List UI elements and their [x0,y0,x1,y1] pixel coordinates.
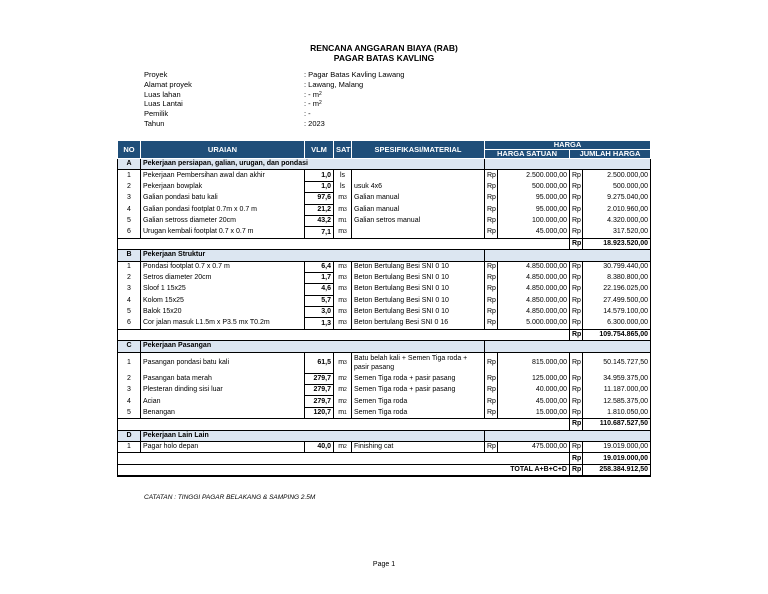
row-specification: Finishing cat [352,441,485,452]
currency-label: Rp [570,318,583,329]
row-number: 1 [118,261,141,272]
unit-superscript: 2 [344,444,347,451]
row-total-price: 27.499.500,00 [583,295,651,306]
row-unit-price: 2.500.000,00 [498,170,570,181]
row-volume: 6,4 [305,261,334,272]
section-total-row [118,238,651,249]
unit-superscript: 3 [344,286,347,293]
section-title: Pekerjaan Lain Lain [141,430,485,441]
currency-label: Rp [485,227,498,238]
row-number: 1 [118,352,141,373]
table-row [118,396,651,407]
row-specification: Batu belah kali + Semen Tiga roda + pasir pasang [352,352,485,373]
section-total-row [118,453,651,464]
row-total-price: 6.300.000,00 [583,318,651,329]
currency-label: Rp [570,295,583,306]
currency-label: Rp [570,441,583,452]
row-number: 5 [118,407,141,418]
row-unit-price: 500.000,00 [498,181,570,192]
unit-text: ls [339,182,346,190]
table-row [118,385,651,396]
row-volume: 21,2 [305,204,334,215]
row-unit [334,170,352,181]
table-row [118,407,651,418]
row-specification: Beton Bertulang Besi SNI 0 10 [352,284,485,295]
section-total-row [118,329,651,340]
row-specification: Beton Bertulang Besi SNI 0 10 [352,295,485,306]
row-description: Galian pondasi footplat 0.7m x 0.7 m [141,204,305,215]
info-row [144,109,404,119]
currency-label: Rp [570,329,583,340]
currency-label: Rp [485,396,498,407]
row-specification: Semen Tiga roda [352,407,485,418]
unit-text: m [338,296,345,304]
info-label: Luas Lantai [144,99,183,109]
currency-label: Rp [485,307,498,318]
unit-superscript: 2 [344,398,347,405]
section-header-row [118,250,651,261]
row-volume: 1,0 [305,170,334,181]
unit-text: m [338,262,345,270]
rab-table-body [118,159,651,477]
table-row [118,307,651,318]
row-unit [334,215,352,226]
unit-superscript: 3 [344,309,347,316]
info-label: Pemilik [144,109,169,119]
table-row [118,227,651,238]
currency-label: Rp [570,396,583,407]
row-specification [352,170,485,181]
row-volume: 120,7 [305,407,334,418]
row-unit [334,373,352,384]
info-value: : Pagar Batas Kavling Lawang [304,70,405,79]
row-unit [334,272,352,283]
currency-label: Rp [485,272,498,283]
row-number: 5 [118,215,141,226]
header-uraian: URAIAN [141,141,305,159]
row-unit [334,284,352,295]
unit-superscript: 2 [344,387,347,394]
currency-label: Rp [485,385,498,396]
row-unit-price: 45.000,00 [498,396,570,407]
table-row [118,284,651,295]
info-row [144,70,404,80]
row-volume: 279,7 [305,396,334,407]
unit-superscript: 2 [344,375,347,382]
currency-label: Rp [570,352,583,373]
currency-label: Rp [570,373,583,384]
currency-label: Rp [570,419,583,430]
unit-text: m [338,397,345,405]
row-unit-price: 475.000,00 [498,441,570,452]
section-code: C [118,341,141,352]
row-number: 3 [118,385,141,396]
row-description: Pekerjaan bowplak [141,181,305,192]
row-volume: 40,0 [305,441,334,452]
row-description: Benangan [141,407,305,418]
row-description: Pasangan bata merah [141,373,305,384]
row-unit-price: 125.000,00 [498,373,570,384]
row-total-price: 22.196.025,00 [583,284,651,295]
info-value: : 2023 [304,118,325,128]
header-harga-satuan: HARGA SATUAN [485,150,570,159]
row-volume: 279,7 [305,385,334,396]
row-unit [334,385,352,396]
section-total: 19.019.000,00 [583,453,651,464]
section-code: A [118,159,141,170]
row-specification: Galian setros manual [352,215,485,226]
info-value: : - m [304,99,319,109]
row-total-price: 9.275.040,00 [583,193,651,204]
row-specification: Semen Tiga roda + pasir pasang [352,385,485,396]
row-unit-price: 95.000,00 [498,204,570,215]
unit-superscript: 3 [344,275,347,282]
currency-label: Rp [485,407,498,418]
row-number: 2 [118,373,141,384]
header-no: NO [118,141,141,159]
table-row [118,373,651,384]
currency-label: Rp [485,352,498,373]
row-number: 4 [118,204,141,215]
row-specification: Semen Tiga roda [352,396,485,407]
row-unit-price: 45.000,00 [498,227,570,238]
row-unit [334,441,352,452]
row-total-price: 14.579.100,00 [583,307,651,318]
section-title: Pekerjaan persiapan, galian, urugan, dan pondasi [141,159,485,170]
currency-label: Rp [570,215,583,226]
currency-label: Rp [485,204,498,215]
unit-text: m [338,285,345,293]
row-description: Pasangan pondasi batu kali [141,352,305,373]
section-header-row [118,430,651,441]
row-number: 5 [118,307,141,318]
row-volume: 1,0 [305,181,334,192]
header-jumlah-harga: JUMLAH HARGA [570,150,651,159]
row-specification: Beton Bertulang Besi SNI 0 10 [352,272,485,283]
row-unit [334,407,352,418]
header-sat: SAT [334,141,352,159]
row-specification: Galian manual [352,193,485,204]
currency-label: Rp [570,170,583,181]
row-unit-price: 4.850.000,00 [498,261,570,272]
unit-superscript: 3 [344,263,347,270]
info-row [144,99,404,109]
currency-label: Rp [570,181,583,192]
currency-label: Rp [570,385,583,396]
row-specification: Beton Bertulang Besi SNI 0 10 [352,307,485,318]
info-label: Tahun [144,118,165,128]
note: CATATAN : TINGGI PAGAR BELAKANG & SAMPING 2.5M [144,494,316,501]
row-description: Cor jalan masuk L1.5m x P3.5 mx T0.2m [141,318,305,329]
unit-superscript: 3 [344,320,347,327]
row-volume: 3,0 [305,307,334,318]
row-number: 3 [118,284,141,295]
currency-label: Rp [485,295,498,306]
row-total-price: 50.145.727,50 [583,352,651,373]
currency-label: Rp [570,272,583,283]
row-unit [334,307,352,318]
row-specification: Beton bertulang Besi SNI 0 16 [352,318,485,329]
row-description: Pekerjaan Pembersihan awal dan akhir [141,170,305,181]
currency-label: Rp [570,453,583,464]
currency-label: Rp [485,193,498,204]
row-unit [334,227,352,238]
unit-text: m [338,374,345,382]
row-unit [334,193,352,204]
unit-superscript: 1 [344,409,347,416]
row-unit [334,352,352,373]
row-unit-price: 40.000,00 [498,385,570,396]
section-filler [485,159,651,170]
total-filler [118,419,570,430]
section-total: 18.923.520,00 [583,238,651,249]
currency-label: Rp [570,204,583,215]
section-code: D [118,430,141,441]
currency-label: Rp [570,227,583,238]
unit-superscript: 3 [344,195,347,202]
unit-text: m [338,319,345,327]
row-unit-price: 4.850.000,00 [498,307,570,318]
info-label: Alamat proyek [144,79,192,89]
section-total: 109.754.865,00 [583,329,651,340]
row-unit [334,261,352,272]
currency-label: Rp [485,215,498,226]
currency-label: Rp [570,284,583,295]
row-description: Urugan kembali footplat 0.7 x 0.7 m [141,227,305,238]
unit-superscript: 3 [344,229,347,236]
table-row [118,193,651,204]
rab-table [117,140,651,477]
unit-superscript: 1 [344,218,347,225]
section-header-row [118,159,651,170]
unit-text: ls [339,171,346,179]
unit-superscript: 3 [344,206,347,213]
row-number: 4 [118,396,141,407]
currency-label: Rp [570,407,583,418]
row-total-price: 500.000,00 [583,181,651,192]
info-row [144,119,404,129]
info-row [144,80,404,90]
row-description: Acian [141,396,305,407]
unit-text: m [338,217,345,225]
table-row [118,272,651,283]
row-unit [334,204,352,215]
document-title: RENCANA ANGGARAN BIAYA (RAB) [310,43,458,53]
info-value: : - [304,109,311,119]
currency-label: Rp [485,181,498,192]
section-title: Pekerjaan Pasangan [141,341,485,352]
unit-text: m [338,194,345,202]
row-volume: 43,2 [305,215,334,226]
table-row [118,352,651,373]
unit-superscript: 3 [344,297,347,304]
row-specification: Semen Tiga roda + pasir pasang [352,373,485,384]
grand-total: 258.384.912,50 [583,464,651,476]
unit-superscript: 2 [319,100,322,107]
row-volume: 97,6 [305,193,334,204]
info-value: : - m [304,89,319,99]
table-row [118,441,651,452]
row-number: 1 [118,170,141,181]
row-specification [352,227,485,238]
row-unit [334,318,352,329]
info-value: : Lawang, Malang [304,79,364,89]
row-description: Pondasi footplat 0.7 x 0.7 m [141,261,305,272]
section-total-row [118,419,651,430]
row-volume: 4,6 [305,284,334,295]
table-row [118,318,651,329]
row-description: Galian pondasi batu kali [141,193,305,204]
table-row [118,181,651,192]
info-label: Proyek [144,70,168,79]
unit-text: m [338,358,345,366]
currency-label: Rp [485,170,498,181]
row-total-price: 30.799.440,00 [583,261,651,272]
row-specification: Galian manual [352,204,485,215]
currency-label: Rp [485,441,498,452]
row-number: 3 [118,193,141,204]
unit-text: m [338,274,345,282]
row-unit-price: 4.850.000,00 [498,284,570,295]
total-filler [118,329,570,340]
total-filler [118,238,570,249]
currency-label: Rp [485,373,498,384]
header-vlm: VLM [305,141,334,159]
row-unit-price: 4.850.000,00 [498,295,570,306]
row-number: 6 [118,227,141,238]
currency-label: Rp [485,318,498,329]
row-total-price: 19.019.000,00 [583,441,651,452]
table-row [118,295,651,306]
row-total-price: 34.959.375,00 [583,373,651,384]
currency-label: Rp [570,307,583,318]
row-number: 4 [118,295,141,306]
section-total: 110.687.527,50 [583,419,651,430]
table-row [118,261,651,272]
project-info [144,70,404,129]
section-title: Pekerjaan Struktur [141,250,485,261]
currency-label: Rp [485,284,498,295]
grand-total-row [118,464,651,476]
row-specification: usuk 4x6 [352,181,485,192]
currency-label: Rp [570,261,583,272]
document-subtitle: PAGAR BATAS KAVLING [333,53,435,63]
row-unit-price: 15.000,00 [498,407,570,418]
row-unit-price: 100.000,00 [498,215,570,226]
row-total-price: 317.520,00 [583,227,651,238]
currency-label: Rp [570,464,583,476]
row-volume: 1,3 [305,318,334,329]
currency-label: Rp [485,261,498,272]
row-unit-price: 815.000,00 [498,352,570,373]
header-spesifikasi: SPESIFIKASI/MATERIAL [352,141,485,159]
unit-text: m [338,386,345,394]
grand-total-label: TOTAL A+B+C+D [118,464,570,476]
row-description: Pagar holo depan [141,441,305,452]
unit-text: m [338,228,345,236]
row-unit-price: 4.850.000,00 [498,272,570,283]
row-total-price: 1.810.050,00 [583,407,651,418]
row-number: 6 [118,318,141,329]
row-unit [334,396,352,407]
currency-label: Rp [570,238,583,249]
row-number: 1 [118,441,141,452]
header-harga: HARGA [485,141,651,150]
row-description: Plesteran dinding sisi luar [141,385,305,396]
row-total-price: 2.010.960,00 [583,204,651,215]
row-volume: 1,7 [305,272,334,283]
info-row [144,90,404,100]
section-filler [485,430,651,441]
row-unit [334,295,352,306]
unit-text: m [338,408,345,416]
section-code: B [118,250,141,261]
unit-superscript: 2 [319,90,322,97]
total-filler [118,453,570,464]
section-header-row [118,341,651,352]
row-description: Sloof 1 15x25 [141,284,305,295]
row-number: 2 [118,272,141,283]
unit-text: m [338,443,345,451]
page-number: Page 1 [372,561,396,568]
row-total-price: 2.500.000,00 [583,170,651,181]
section-filler [485,250,651,261]
row-volume: 5,7 [305,295,334,306]
row-volume: 61,5 [305,352,334,373]
row-volume: 279,7 [305,373,334,384]
table-row [118,204,651,215]
row-unit [334,181,352,192]
row-number: 2 [118,181,141,192]
row-volume: 7,1 [305,227,334,238]
unit-text: m [338,205,345,213]
row-description: Setros diameter 20cm [141,272,305,283]
row-description: Balok 15x20 [141,307,305,318]
section-filler [485,341,651,352]
row-unit-price: 5.000.000,00 [498,318,570,329]
unit-text: m [338,308,345,316]
row-description: Galian setross diameter 20cm [141,215,305,226]
row-total-price: 8.380.800,00 [583,272,651,283]
info-label: Luas lahan [144,89,181,99]
row-description: Kolom 15x25 [141,295,305,306]
table-row [118,170,651,181]
table-row [118,215,651,226]
row-total-price: 11.187.000,00 [583,385,651,396]
currency-label: Rp [570,193,583,204]
row-total-price: 4.320.000,00 [583,215,651,226]
row-total-price: 12.585.375,00 [583,396,651,407]
row-unit-price: 95.000,00 [498,193,570,204]
unit-superscript: 3 [344,359,347,366]
row-specification: Beton Bertulang Besi SNI 0 10 [352,261,485,272]
